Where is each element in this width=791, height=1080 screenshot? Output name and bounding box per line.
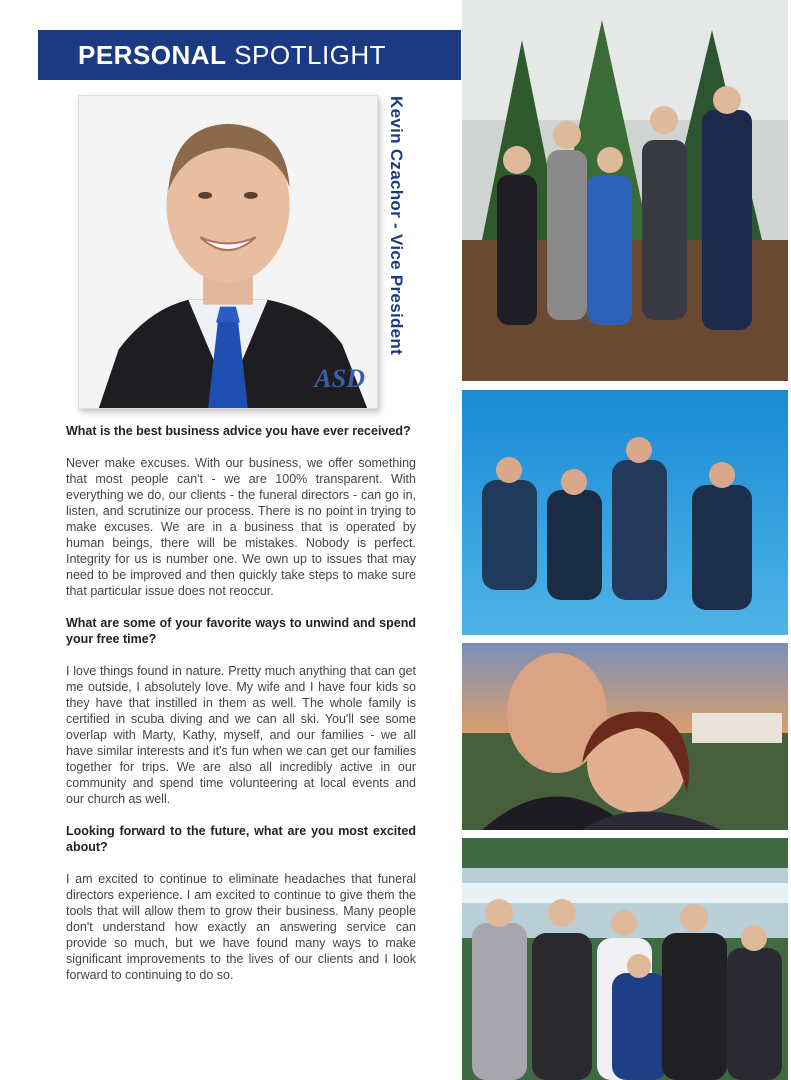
portrait-illustration [79,96,377,408]
portrait-photo [78,95,378,409]
answer-3: I am excited to continue to eliminate headaches that funeral directors experience. I am excited to continue to give them the tools that will allow them to grow their business. Many people don't understand how exactly an answering service can provide so much, but we have found many ways to make significant improvements to the lives of our clients and I look forward to continuing to do so. [66,872,416,982]
question-2: What are some of your favorite ways to unwind and spend your free time? [66,616,416,646]
asd-logo: ASD [314,364,365,393]
question-3: Looking forward to the future, what are you most excited about? [66,824,416,854]
answer-1: Never make excuses. With our business, we offer something that most people can't - we are 100% transparent. With everything we do, our clients - the funeral directors - can go in, listen, and scrutinize our process. There is no point in trying to make excuses. We are in a business that is operated by human beings, there will be mistakes. Nobody is perfect. Integrity for us is number one. We own up to issues that may need to be improved and then quickly take steps to make sure that particular issue does not reoccur. [66,456,416,598]
scuba-diving-photo [462,390,788,635]
section-banner [38,30,461,80]
answer-2: I love things found in nature. Pretty much anything that can get me outside, I absolutely love. My wife and I have four kids so they have that instilled in them as well. The whole family is certified in scuba diving and we can all ski. You'll see some overlap with Marty, Kathy, myself, and our families - we all have similar interests and it's fun when we can get our families together for trips. We are also all incredibly active in our community and spend time volunteering at local events and our church as well. [66,664,416,806]
banner-title [78,40,386,71]
profile-name-title: Kevin Czachor - Vice President [387,96,406,356]
family-waterfall-photo [462,838,788,1080]
interview-article [66,423,416,999]
banner-title-light: SPOTLIGHT [234,39,387,70]
question-1: What is the best business advice you have ever received? [66,424,411,438]
banner-title-bold: PERSONAL [78,39,227,70]
couple-sunset-photo [462,643,788,830]
family-forest-photo [462,0,788,381]
